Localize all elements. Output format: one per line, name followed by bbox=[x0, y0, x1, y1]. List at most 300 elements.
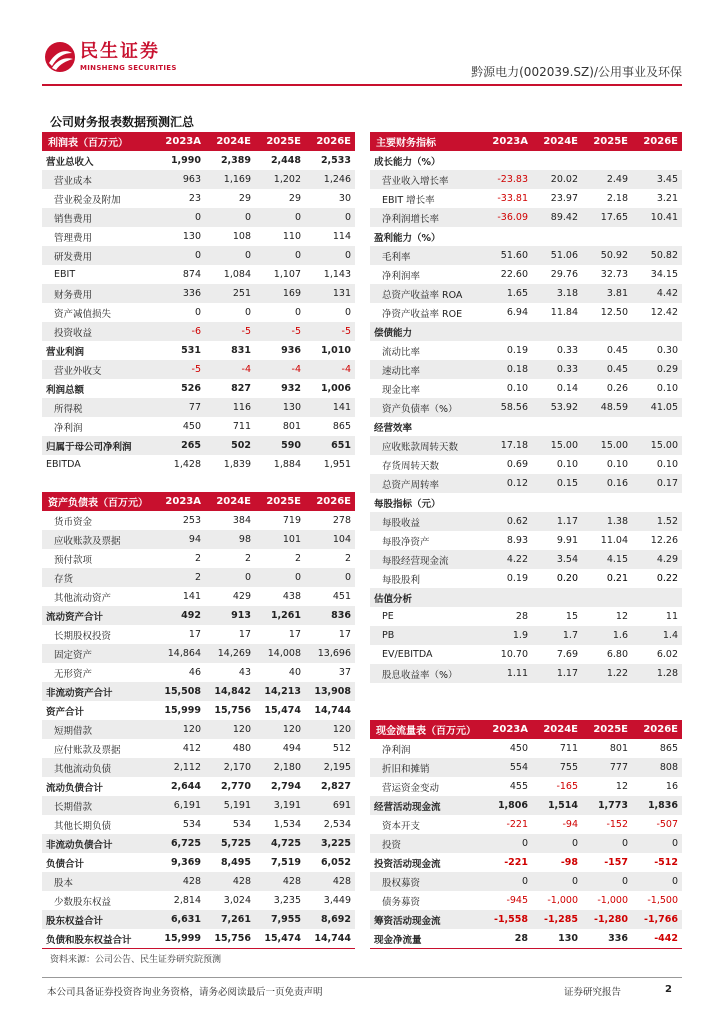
table-row bbox=[42, 587, 355, 606]
value-cell: 4.42 bbox=[632, 284, 682, 303]
value-cell: 0.14 bbox=[556, 383, 578, 394]
table-row bbox=[42, 265, 355, 284]
value-cell: 455 bbox=[509, 781, 528, 792]
value-cell: 29 bbox=[238, 193, 251, 204]
row-label: 应收账款周转天数 bbox=[370, 436, 482, 455]
value-cell bbox=[582, 322, 632, 341]
value-cell: 3,225 bbox=[305, 834, 355, 853]
value-cell: 936 bbox=[281, 345, 301, 356]
value-cell: 755 bbox=[532, 758, 582, 777]
value-cell: 0 bbox=[205, 568, 255, 587]
value-cell: 0.21 bbox=[606, 573, 628, 584]
value-cell: 1,990 bbox=[170, 155, 201, 166]
table-title-cell: 现金流量表（百万元） bbox=[370, 720, 482, 739]
value-cell: 20.02 bbox=[532, 170, 582, 189]
value-cell: 14,842 bbox=[205, 682, 255, 701]
table-header-row bbox=[42, 132, 355, 151]
value-cell: 0 bbox=[532, 834, 582, 853]
value-cell: 108 bbox=[232, 231, 251, 242]
row-label: 所得税 bbox=[42, 398, 155, 417]
value-cell: -945 bbox=[506, 895, 528, 906]
row-label: 营业成本 bbox=[42, 170, 155, 189]
row-label: 其他流动资产 bbox=[54, 592, 112, 604]
row-label: 总资产收益率 ROA bbox=[370, 284, 482, 303]
value-cell: 58.56 bbox=[482, 398, 532, 417]
value-cell: 14,864 bbox=[155, 644, 205, 663]
value-cell: 2 bbox=[155, 568, 205, 587]
table-row bbox=[370, 891, 682, 910]
value-cell bbox=[632, 493, 682, 512]
value-cell: 0.10 bbox=[606, 459, 628, 470]
table-row bbox=[370, 910, 682, 929]
value-cell: 110 bbox=[282, 231, 301, 242]
source-note: 资料来源：公司公告、民生证券研究院预测 bbox=[50, 955, 222, 965]
row-label: 速动比率 bbox=[370, 360, 482, 379]
value-cell: 141 bbox=[305, 398, 355, 417]
row-label: 总资产周转率 bbox=[370, 474, 482, 493]
value-cell: -4 bbox=[255, 360, 305, 379]
report-subject: 黔源电力(002039.SZ)/公用事业及环保 bbox=[471, 65, 682, 79]
value-cell: 51.06 bbox=[532, 246, 582, 265]
value-cell bbox=[632, 227, 682, 246]
row-label: 无形资产 bbox=[54, 668, 93, 680]
table-row bbox=[42, 455, 355, 474]
year-header-cell: 2024E bbox=[205, 132, 255, 151]
table-row bbox=[370, 588, 682, 607]
value-cell: 1,951 bbox=[323, 459, 351, 470]
value-cell: -5 bbox=[155, 360, 205, 379]
year-header-cell: 2025E bbox=[582, 720, 632, 739]
value-cell: 1,428 bbox=[173, 459, 201, 470]
footer-disclaimer: 本公司具备证券投资咨询业务资格，请务必阅读最后一页免责声明 bbox=[47, 987, 323, 998]
value-cell: 0.29 bbox=[632, 360, 682, 379]
value-cell bbox=[582, 417, 632, 436]
value-cell: 7,261 bbox=[205, 910, 255, 929]
value-cell: 1,773 bbox=[582, 796, 632, 815]
row-label: 货币资金 bbox=[54, 516, 93, 528]
value-cell: 1,534 bbox=[273, 819, 301, 830]
value-cell: 913 bbox=[205, 606, 255, 625]
financial-indicators-table bbox=[370, 132, 682, 683]
value-cell: 46 bbox=[188, 667, 201, 678]
value-cell: 0 bbox=[255, 246, 305, 265]
value-cell: 130 bbox=[558, 933, 578, 944]
value-cell: 12.26 bbox=[650, 535, 678, 546]
value-cell: 50.82 bbox=[632, 246, 682, 265]
row-label: 其他长期负债 bbox=[54, 820, 112, 832]
value-cell: 450 bbox=[509, 743, 528, 754]
value-cell: 0 bbox=[155, 208, 205, 227]
value-cell: 14,008 bbox=[255, 644, 305, 663]
row-label: EBIT 增长率 bbox=[382, 194, 435, 206]
value-cell: -4 bbox=[205, 360, 255, 379]
value-cell: 3,449 bbox=[323, 895, 351, 906]
value-cell: 29 bbox=[288, 193, 301, 204]
value-cell: 37 bbox=[338, 667, 351, 678]
value-cell: 0.33 bbox=[556, 345, 578, 356]
value-cell: 0.20 bbox=[556, 573, 578, 584]
row-label: 成长能力（%） bbox=[374, 156, 441, 168]
table-row bbox=[370, 246, 682, 265]
row-label: 其他流动负债 bbox=[42, 758, 155, 777]
value-cell: 0 bbox=[305, 568, 355, 587]
value-cell: -5 bbox=[255, 322, 305, 341]
year-header-cell: 2023A bbox=[155, 492, 205, 511]
row-label: 资产减值损失 bbox=[54, 308, 112, 320]
value-cell: 1,839 bbox=[223, 459, 251, 470]
table-row bbox=[42, 910, 355, 929]
value-cell: 0.19 bbox=[506, 345, 528, 356]
value-cell: 7,519 bbox=[270, 857, 301, 868]
value-cell: 30 bbox=[338, 193, 351, 204]
value-cell: 0 bbox=[632, 834, 682, 853]
value-cell: 17 bbox=[238, 629, 251, 640]
value-cell bbox=[482, 588, 532, 607]
row-label: 现金净流量 bbox=[374, 934, 422, 946]
table-row bbox=[42, 417, 355, 436]
value-cell: 13,696 bbox=[305, 644, 355, 663]
value-cell: 428 bbox=[205, 872, 255, 891]
value-cell: 0.30 bbox=[656, 345, 678, 356]
value-cell: 450 bbox=[182, 421, 201, 432]
value-cell: 0.45 bbox=[582, 360, 632, 379]
table-row bbox=[42, 663, 355, 682]
value-cell: 5,725 bbox=[205, 834, 255, 853]
value-cell: 15,756 bbox=[214, 933, 251, 944]
value-cell: 0.26 bbox=[606, 383, 628, 394]
value-cell: -1,558 bbox=[482, 910, 532, 929]
value-cell: -33.81 bbox=[497, 193, 528, 204]
row-label: 财务费用 bbox=[42, 284, 155, 303]
value-cell: 6,052 bbox=[320, 857, 351, 868]
row-label: 销售费用 bbox=[42, 208, 155, 227]
table-row bbox=[370, 379, 682, 398]
value-cell: 0 bbox=[255, 568, 305, 587]
table-row bbox=[370, 758, 682, 777]
value-cell: 98 bbox=[205, 530, 255, 549]
value-cell: 17 bbox=[188, 629, 201, 640]
value-cell: 3.45 bbox=[632, 170, 682, 189]
tables-bottom-divider-right bbox=[370, 948, 682, 949]
value-cell: 1.4 bbox=[632, 626, 682, 645]
value-cell: 6.94 bbox=[506, 307, 528, 318]
table-row bbox=[370, 208, 682, 227]
value-cell: 711 bbox=[232, 421, 251, 432]
row-label: EBIT bbox=[54, 269, 76, 280]
value-cell: 1,084 bbox=[223, 269, 251, 280]
row-label: 流动比率 bbox=[382, 346, 421, 358]
value-cell: 0.15 bbox=[532, 474, 582, 493]
value-cell: 1,107 bbox=[273, 269, 301, 280]
row-label: 每股净资产 bbox=[382, 536, 430, 548]
value-cell: 932 bbox=[281, 383, 301, 394]
table-row bbox=[370, 853, 682, 872]
value-cell bbox=[582, 588, 632, 607]
value-cell bbox=[632, 322, 682, 341]
table-row bbox=[42, 398, 355, 417]
value-cell bbox=[482, 227, 532, 246]
table-row bbox=[42, 303, 355, 322]
value-cell: 2,770 bbox=[220, 781, 251, 792]
section-title: 公司财务报表数据预测汇总 bbox=[50, 115, 195, 129]
value-cell: 512 bbox=[332, 743, 351, 754]
year-header-cell: 2026E bbox=[305, 492, 355, 511]
value-cell: 2,644 bbox=[170, 781, 201, 792]
value-cell: 3,191 bbox=[255, 796, 305, 815]
table-row bbox=[42, 170, 355, 189]
row-label: 预付款项 bbox=[54, 554, 93, 566]
value-cell: 480 bbox=[232, 743, 251, 754]
value-cell: 2 bbox=[194, 553, 201, 564]
value-cell: 494 bbox=[282, 743, 301, 754]
value-cell: 0.10 bbox=[556, 459, 578, 470]
row-label: 投资收益 bbox=[42, 322, 155, 341]
value-cell bbox=[582, 151, 632, 170]
value-cell: 1,006 bbox=[320, 383, 351, 394]
row-label: 现金比率 bbox=[382, 384, 421, 396]
table-row bbox=[370, 929, 682, 948]
table-row bbox=[42, 549, 355, 568]
table-title-cell: 主要财务指标 bbox=[370, 132, 482, 151]
value-cell: 492 bbox=[155, 606, 205, 625]
value-cell: 1,806 bbox=[482, 796, 532, 815]
value-cell: -442 bbox=[654, 933, 678, 944]
value-cell bbox=[582, 227, 632, 246]
year-header-cell: 2025E bbox=[255, 492, 305, 511]
page-header bbox=[0, 0, 724, 90]
row-label: 流动负债合计 bbox=[46, 782, 104, 794]
year-header-cell: 2026E bbox=[305, 132, 355, 151]
year-header-cell: 2023A bbox=[482, 132, 532, 151]
value-cell: 16 bbox=[665, 781, 678, 792]
value-cell: 0.18 bbox=[482, 360, 532, 379]
value-cell: 0.19 bbox=[506, 573, 528, 584]
value-cell: 10.70 bbox=[500, 649, 528, 660]
table-row bbox=[42, 208, 355, 227]
year-header-cell: 2024E bbox=[532, 132, 582, 151]
value-cell: 51.60 bbox=[482, 246, 532, 265]
value-cell: 141 bbox=[182, 591, 201, 602]
value-cell: -5 bbox=[305, 322, 355, 341]
table-row bbox=[370, 664, 682, 683]
value-cell: 2.49 bbox=[582, 170, 632, 189]
table-row bbox=[370, 626, 682, 645]
value-cell bbox=[482, 322, 532, 341]
table-row bbox=[42, 929, 355, 948]
value-cell: 6.80 bbox=[606, 649, 628, 660]
value-cell bbox=[632, 417, 682, 436]
value-cell: 22.60 bbox=[500, 269, 528, 280]
value-cell: 0.10 bbox=[656, 383, 678, 394]
table-row bbox=[370, 815, 682, 834]
value-cell: 0.10 bbox=[506, 383, 528, 394]
row-label: 经营活动现金流 bbox=[370, 796, 482, 815]
table-row bbox=[370, 569, 682, 588]
value-cell: 531 bbox=[181, 345, 201, 356]
row-label: 应付账款及票据 bbox=[54, 744, 121, 756]
row-label: 负债和股东权益合计 bbox=[46, 934, 132, 946]
value-cell: 23 bbox=[188, 193, 201, 204]
value-cell: -1,500 bbox=[647, 895, 678, 906]
row-label: 估值分析 bbox=[370, 588, 482, 607]
value-cell: 7,955 bbox=[255, 910, 305, 929]
value-cell: 17.18 bbox=[482, 436, 532, 455]
value-cell: 116 bbox=[205, 398, 255, 417]
table-row bbox=[42, 777, 355, 796]
value-cell: 451 bbox=[332, 591, 351, 602]
table-title-cell: 资产负债表（百万元） bbox=[42, 492, 155, 511]
value-cell: 12.50 bbox=[600, 307, 628, 318]
value-cell: 526 bbox=[181, 383, 201, 394]
table-header-row bbox=[42, 492, 355, 511]
value-cell: 17 bbox=[338, 629, 351, 640]
value-cell: 1,143 bbox=[323, 269, 351, 280]
row-label: 盈利能力（%） bbox=[374, 232, 441, 244]
value-cell: 0 bbox=[205, 208, 255, 227]
row-label: 经营效率 bbox=[374, 422, 413, 434]
value-cell: 0 bbox=[582, 834, 632, 853]
value-cell: 34.15 bbox=[650, 269, 678, 280]
value-cell: 801 bbox=[282, 421, 301, 432]
row-label: 净利润增长率 bbox=[370, 208, 482, 227]
table-row bbox=[370, 872, 682, 891]
value-cell: 874 bbox=[182, 269, 201, 280]
row-label: 营业总收入 bbox=[46, 156, 94, 168]
value-cell: 10.41 bbox=[632, 208, 682, 227]
value-cell: 651 bbox=[305, 436, 355, 455]
row-label: 营业税金及附加 bbox=[54, 194, 121, 206]
value-cell: 169 bbox=[255, 284, 305, 303]
year-header-cell: 2026E bbox=[632, 132, 682, 151]
table-row bbox=[42, 436, 355, 455]
table-row bbox=[42, 682, 355, 701]
table-row bbox=[370, 360, 682, 379]
value-cell: 2.18 bbox=[606, 193, 628, 204]
row-label: 净利润 bbox=[54, 422, 83, 434]
value-cell: -1,766 bbox=[632, 910, 682, 929]
value-cell: 428 bbox=[305, 872, 355, 891]
value-cell: -98 bbox=[560, 857, 578, 868]
value-cell: 831 bbox=[231, 345, 251, 356]
table-row bbox=[370, 398, 682, 417]
row-label: 长期借款 bbox=[42, 796, 155, 815]
row-label: 归属于母公司净利润 bbox=[42, 436, 155, 455]
value-cell: 43 bbox=[238, 667, 251, 678]
row-label: 利润总额 bbox=[46, 384, 85, 396]
value-cell: 4.22 bbox=[482, 550, 532, 569]
value-cell: 1,010 bbox=[320, 345, 351, 356]
value-cell: 0 bbox=[194, 307, 201, 318]
row-label: EBITDA bbox=[46, 459, 81, 470]
value-cell: 15,474 bbox=[264, 705, 301, 716]
table-row bbox=[370, 493, 682, 512]
row-label: 营运资金变动 bbox=[382, 782, 440, 794]
table-row bbox=[42, 834, 355, 853]
value-cell bbox=[532, 588, 582, 607]
value-cell: -5 bbox=[205, 322, 255, 341]
value-cell: 0 bbox=[305, 246, 355, 265]
table-row bbox=[370, 341, 682, 360]
value-cell: 120 bbox=[155, 720, 205, 739]
row-label: 股息收益率（%） bbox=[370, 664, 482, 683]
value-cell: 1.22 bbox=[582, 664, 632, 683]
value-cell: 963 bbox=[155, 170, 205, 189]
row-label: 投资 bbox=[370, 834, 482, 853]
value-cell: 2,195 bbox=[305, 758, 355, 777]
value-cell: 429 bbox=[232, 591, 251, 602]
value-cell: 15.00 bbox=[632, 436, 682, 455]
value-cell: 1.9 bbox=[482, 626, 532, 645]
value-cell: 3.21 bbox=[656, 193, 678, 204]
table-row bbox=[370, 531, 682, 550]
value-cell: 6,725 bbox=[155, 834, 205, 853]
row-label: 资本开支 bbox=[382, 820, 421, 832]
table-row bbox=[370, 227, 682, 246]
balance-sheet-table bbox=[42, 492, 355, 948]
row-label: 非流动资产合计 bbox=[42, 682, 155, 701]
value-cell: 0.22 bbox=[656, 573, 678, 584]
value-cell bbox=[532, 493, 582, 512]
value-cell: -1,000 bbox=[547, 895, 578, 906]
value-cell: 130 bbox=[255, 398, 305, 417]
row-label: 净资产收益率 ROE bbox=[382, 308, 463, 320]
value-cell: 0.12 bbox=[482, 474, 532, 493]
value-cell: 4.15 bbox=[582, 550, 632, 569]
table-row bbox=[370, 170, 682, 189]
value-cell: 0 bbox=[532, 872, 582, 891]
value-cell: 1.6 bbox=[582, 626, 632, 645]
value-cell: 1.65 bbox=[482, 284, 532, 303]
value-cell: 865 bbox=[659, 743, 678, 754]
table-row bbox=[42, 720, 355, 739]
table-row bbox=[42, 360, 355, 379]
value-cell: 120 bbox=[255, 720, 305, 739]
row-label: 管理费用 bbox=[54, 232, 93, 244]
value-cell: 28 bbox=[514, 933, 528, 944]
value-cell: 23.97 bbox=[550, 193, 578, 204]
value-cell: 777 bbox=[582, 758, 632, 777]
header-divider bbox=[42, 84, 682, 86]
table-row bbox=[42, 151, 355, 170]
value-cell: 13,908 bbox=[305, 682, 355, 701]
value-cell: 0 bbox=[244, 307, 251, 318]
row-label: 存货周转天数 bbox=[382, 460, 440, 472]
logo-english-text: MINSHENG SECURITIES bbox=[80, 64, 177, 72]
table-row bbox=[370, 550, 682, 569]
year-header-cell: 2026E bbox=[632, 720, 682, 739]
table-row bbox=[42, 606, 355, 625]
table-row bbox=[42, 530, 355, 549]
value-cell: 412 bbox=[182, 743, 201, 754]
value-cell: 2,794 bbox=[270, 781, 301, 792]
footer-report-type: 证券研究报告 bbox=[564, 987, 622, 998]
page-number: 2 bbox=[665, 984, 672, 995]
table-row bbox=[370, 455, 682, 474]
value-cell: 114 bbox=[332, 231, 351, 242]
row-label: 偿债能力 bbox=[370, 322, 482, 341]
value-cell: 12.42 bbox=[650, 307, 678, 318]
value-cell bbox=[482, 417, 532, 436]
value-cell: 101 bbox=[255, 530, 305, 549]
value-cell: 0.62 bbox=[482, 512, 532, 531]
table-row bbox=[42, 739, 355, 758]
value-cell: 1,261 bbox=[255, 606, 305, 625]
value-cell: 0 bbox=[305, 208, 355, 227]
value-cell: 1.28 bbox=[632, 664, 682, 683]
row-label: 存货 bbox=[42, 568, 155, 587]
value-cell: 0.16 bbox=[582, 474, 632, 493]
value-cell: 438 bbox=[282, 591, 301, 602]
